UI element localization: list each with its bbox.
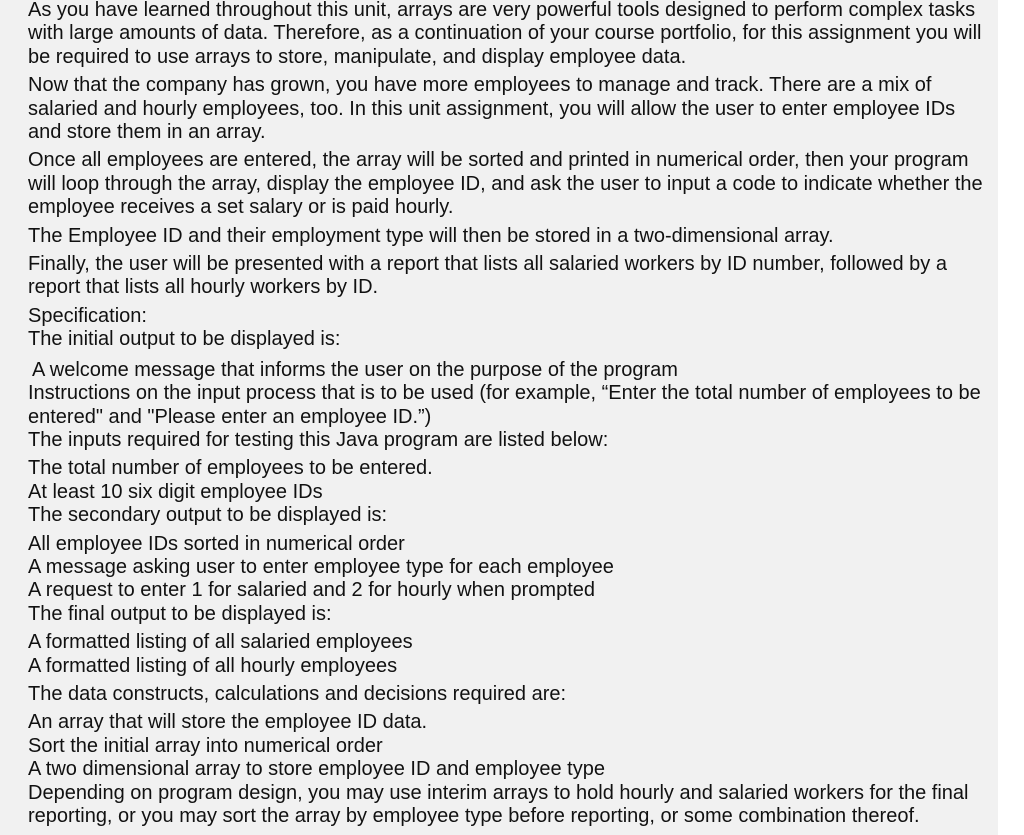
constructs-heading-block [28, 683, 994, 706]
specification-heading: Specification: [28, 304, 147, 327]
report-paragraph: Finally, the user will be presented with a report that lists all salaried workers by ID number, followed by a report that lists all hourly workers by ID. [28, 253, 947, 299]
inputs-heading: The inputs required for testing this Java program are listed below: [28, 428, 609, 451]
construct-sort-item: Sort the initial array into numerical order [28, 734, 383, 757]
sorting-paragraph: Once all employees are entered, the array will be sorted and printed in numerical order, then your program will loop through the array, display the employee ID, and ask the user to input a code to indicate whether the employee receives a set salary or is paid hourly. [28, 149, 983, 219]
final-output-heading: The final output to be displayed is: [28, 602, 332, 625]
intro-paragraph: As you have learned throughout this unit, arrays are very powerful tools designed to perform complex tasks with large amounts of data. Therefore, as a continuation of your course portfolio, for this assignment you will be required to use arrays to store, manipulate, and display employee data. [28, 0, 982, 68]
construct-array-item: An array that will store the employee ID data. [28, 711, 428, 734]
inputs-list [28, 457, 994, 527]
secondary-type-item: A message asking user to enter employee type for each employee [28, 555, 614, 578]
input-total-item: The total number of employees to be entered. [28, 457, 433, 480]
secondary-output-heading: The secondary output to be displayed is: [28, 504, 388, 527]
document-body [28, 0, 994, 833]
constructs-list [28, 711, 994, 828]
storage-paragraph: The Employee ID and their employment type will then be stored in a two-dimensional array. [28, 224, 834, 247]
secondary-output-list [28, 533, 994, 627]
secondary-request-item: A request to enter 1 for salaried and 2 for hourly when prompted [28, 579, 596, 602]
final-output-list [28, 631, 994, 678]
secondary-sorted-item: All employee IDs sorted in numerical order [28, 532, 405, 555]
specification-block [28, 305, 994, 352]
growth-paragraph: Now that the company has grown, you have more employees to manage and track. There are a mix of salaried and hourly employees, too. In this unit assignment, you will allow the user to enter employee IDs and store them in an array. [28, 74, 956, 144]
instructions-item: Instructions on the input process that is to be used (for example, “Enter the total number of employees to be entered" and "Please enter an employee ID.”) [28, 382, 981, 428]
constructs-heading: The data constructs, calculations and decisions required are: [28, 682, 567, 705]
construct-design-item: Depending on program design, you may use interim arrays to hold hourly and salaried workers for the final reporting, or you may sort the array by employee type before reporting, or some combination thereof. [28, 781, 969, 827]
welcome-item: A welcome message that informs the user on the purpose of the program [32, 358, 678, 381]
construct-2d-item: A two dimensional array to store employee ID and employee type [28, 758, 605, 781]
initial-output-list [28, 359, 994, 453]
initial-output-heading: The initial output to be displayed is: [28, 328, 341, 351]
input-ids-item: At least 10 six digit employee IDs [28, 480, 323, 503]
final-salaried-item: A formatted listing of all salaried employees [28, 631, 413, 654]
final-hourly-item: A formatted listing of all hourly employees [28, 654, 398, 677]
